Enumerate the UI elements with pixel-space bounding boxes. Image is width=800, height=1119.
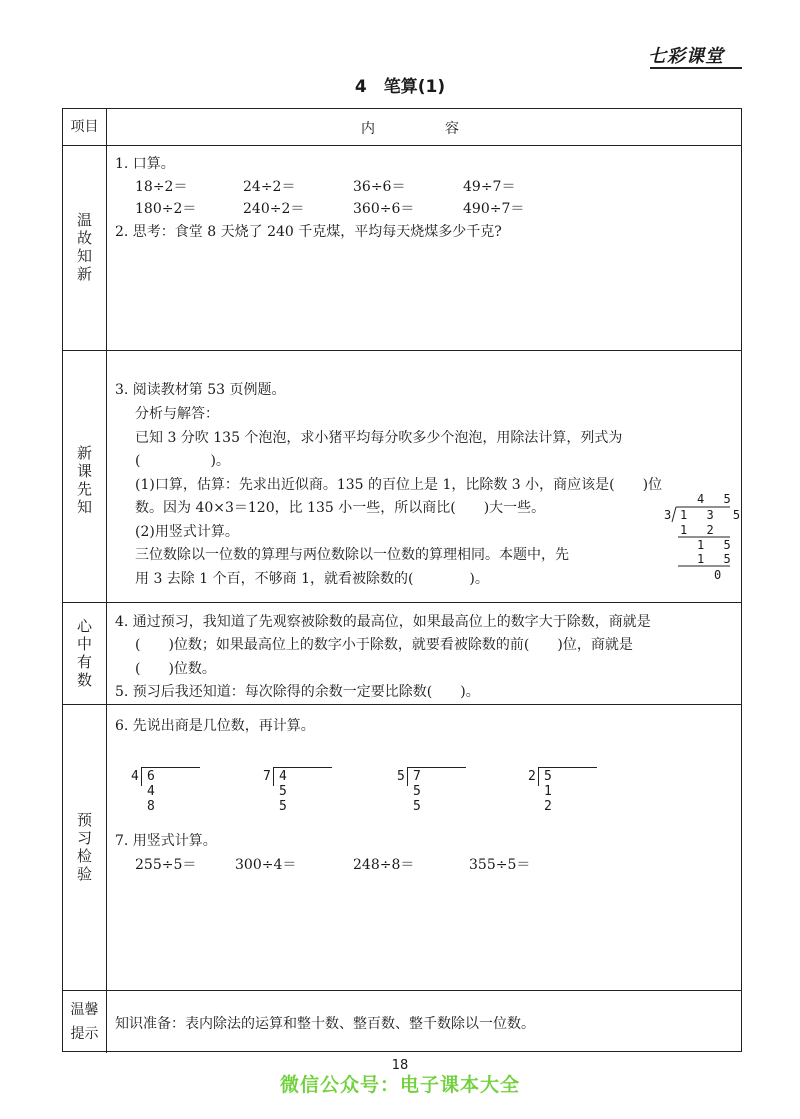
q5-line: 5. 预习后我还知道：每次除得的余数一定要比除数( )。: [115, 684, 480, 700]
q2-text: 2. 思考：食堂 8 天烧了 240 千克煤，平均每天烧煤多少千克?: [115, 224, 502, 240]
page-title: 4 笔算(1): [354, 77, 446, 97]
header-item-cell: [63, 109, 107, 145]
q3-line: ( )。: [135, 453, 230, 469]
tips-label-line: 温馨: [70, 1002, 99, 1018]
q4-line: 4. 通过预习，我知道了先观察被除数的最高位，如果最高位上的数字大于除数，商就是: [115, 614, 651, 630]
header-content-cell: [107, 109, 741, 145]
header-content-label: 内 容: [361, 121, 487, 137]
q6-title: 6. 先说出商是几位数，再计算。: [115, 718, 315, 734]
worked-dividend: 1 3 5: [680, 508, 747, 522]
q1-item: 180÷2＝: [135, 201, 197, 217]
q1-item: 49÷7＝: [463, 179, 516, 195]
q7-item: 300÷4＝: [235, 857, 297, 873]
worked-step: 1 2: [680, 523, 720, 537]
worked-divisor: 3: [664, 508, 672, 522]
q3-line: (1)口算，估算：先求出近似商。135 的百位上是 1，比除数 3 小，商应该是( )位: [135, 477, 663, 493]
q1-item: 36÷6＝: [353, 179, 406, 195]
q1-title: 1. 口算。: [115, 156, 175, 172]
section-review-label: 温故知新: [75, 212, 93, 284]
section-review: [63, 145, 741, 350]
q3-line: 已知 3 分吹 135 个泡泡，求小猪平均每分吹多少个泡泡，用除法计算，列式为: [135, 430, 623, 446]
section-check-content: [107, 705, 741, 990]
section-review-content: [107, 146, 741, 350]
q3-line: 3. 阅读教材第 53 页例题。: [115, 382, 286, 398]
q1-item: 240÷2＝: [243, 201, 305, 217]
section-tips-content: [107, 991, 741, 1053]
q3-line: 分析与解答：: [135, 406, 219, 422]
worked-division-example: [598, 492, 747, 582]
section-check: [63, 704, 741, 990]
q1-item: 24÷2＝: [243, 179, 296, 195]
q1-item: 360÷6＝: [353, 201, 415, 217]
section-preview-label: 新课先知: [75, 444, 93, 517]
section-review-label-cell: [63, 146, 107, 350]
watermark: 微信公众号：电子课本大全: [279, 1074, 520, 1096]
division-divisor: 4: [131, 769, 139, 784]
worked-remainder: 0: [714, 568, 722, 582]
q7-item: 255÷5＝: [135, 857, 197, 873]
tips-label-line: 提示: [70, 1026, 99, 1042]
logo-text: 七彩课堂: [648, 46, 724, 67]
page-number: 18: [391, 1058, 409, 1073]
worked-step: 1 5: [697, 552, 737, 566]
section-mind-content: [107, 603, 741, 704]
worked-step: 1 5: [697, 538, 737, 552]
q3-line: 用 3 去除 1 个百，不够商 1，就看被除数的( )。: [135, 571, 489, 587]
q1-item: 18÷2＝: [135, 179, 188, 195]
section-mind: [63, 602, 741, 704]
division-dividend: 6 4 8: [147, 769, 162, 814]
section-mind-label-cell: [63, 603, 107, 704]
section-tips-label: [71, 998, 99, 1046]
logo-underline: [650, 67, 742, 69]
section-tips-label-cell: [63, 991, 107, 1053]
q3-line: 三位数除以一位数的算理与两位数除以一位数的算理相同。本题中，先: [135, 547, 569, 563]
q7-item: 248÷8＝: [353, 857, 415, 873]
division-dividend: 4 5 5: [279, 769, 294, 814]
section-mind-label: 心中有数: [75, 617, 93, 690]
division-dividend: 5 1 2: [544, 769, 559, 814]
q3-line: 数。因为 40×3＝120，比 135 小一些，所以商比( )大一些。: [135, 500, 546, 516]
header-item-label: 项目: [70, 119, 99, 135]
table-header-row: [63, 109, 741, 145]
q4-line: ( )位数。: [135, 661, 216, 677]
division-divisor: 2: [528, 769, 536, 784]
q3-line: (2)用竖式计算。: [135, 524, 239, 540]
q4-line: ( )位数；如果最高位上的数字小于除数，就要看被除数的前( )位，商就是: [135, 637, 633, 653]
section-check-label: 预习检验: [75, 811, 93, 884]
q7-title: 7. 用竖式计算。: [115, 833, 217, 849]
tips-text: 知识准备：表内除法的运算和整十数、整百数、整千数除以一位数。: [115, 1016, 535, 1032]
division-divisor: 7: [263, 769, 271, 784]
section-check-label-cell: [63, 705, 107, 990]
section-tips: [63, 990, 741, 1053]
worked-quotient: 4 5: [697, 492, 737, 506]
q1-item: 490÷7＝: [463, 201, 525, 217]
division-dividend: 7 5 5: [413, 769, 428, 814]
q7-item: 355÷5＝: [469, 857, 531, 873]
division-divisor: 5: [397, 769, 405, 784]
section-preview-label-cell: [63, 351, 107, 610]
publisher-logo: [648, 42, 744, 70]
